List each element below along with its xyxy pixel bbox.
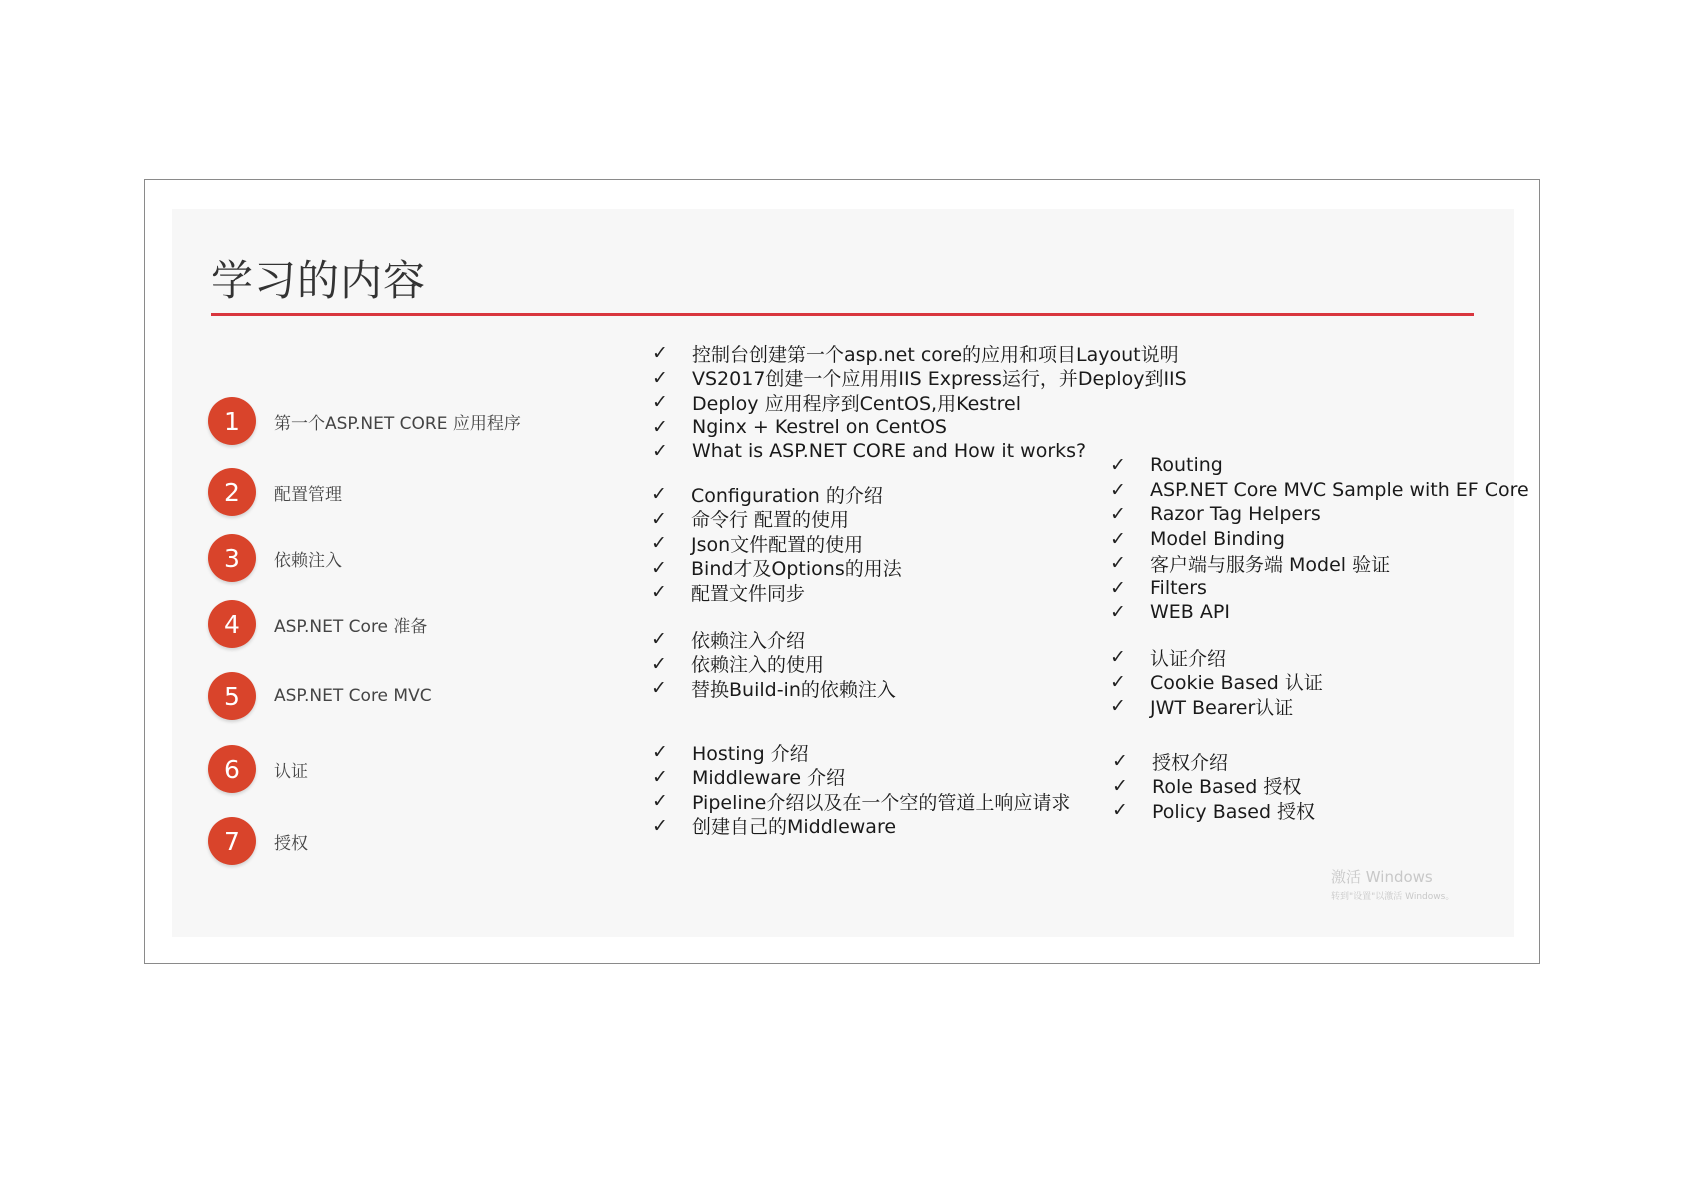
topic-text: Role Based 授权 [1152, 776, 1302, 799]
title-underline [211, 313, 1474, 316]
topic-item [652, 341, 1187, 366]
topic-item [651, 507, 902, 532]
module-label: 第一个ASP.NET CORE 应用程序 [274, 413, 521, 434]
topic-text: 创建自己的Middleware [692, 816, 897, 839]
topic-text: Json文件配置的使用 [691, 533, 864, 556]
topic-item [1110, 694, 1323, 719]
check-icon: ✓ [1110, 527, 1126, 550]
topic-text: 认证介绍 [1150, 647, 1227, 670]
module-label: ASP.NET Core MVC [274, 686, 432, 706]
topic-text: Bind才及Options的用法 [691, 558, 902, 581]
topic-item [651, 580, 902, 605]
module-label: ASP.NET Core 准备 [274, 616, 428, 637]
module-number-badge: 4 [208, 600, 256, 648]
topic-item [651, 556, 902, 581]
topic-text: Model Binding [1150, 527, 1285, 550]
check-icon: ✓ [651, 507, 667, 530]
module-number-badge: 7 [208, 817, 256, 865]
check-icon: ✓ [1110, 503, 1126, 526]
module-label: 依赖注入 [274, 550, 342, 571]
check-icon: ✓ [1110, 601, 1126, 624]
topic-group-getting-started [652, 341, 1187, 464]
check-icon: ✓ [1110, 454, 1126, 477]
topic-item [651, 627, 896, 652]
topic-item [652, 415, 1187, 440]
topic-item [1112, 749, 1315, 774]
topic-text: Filters [1150, 576, 1207, 599]
check-icon: ✓ [1110, 576, 1126, 599]
check-icon: ✓ [651, 628, 667, 651]
module-label: 认证 [274, 761, 308, 782]
check-icon: ✓ [1110, 695, 1126, 718]
topic-item [1110, 478, 1529, 503]
topic-text: 配置文件同步 [691, 582, 806, 605]
topic-text: ASP.NET Core MVC Sample with EF Core [1150, 478, 1529, 501]
check-icon: ✓ [651, 581, 667, 604]
module-number-badge: 5 [208, 672, 256, 720]
topic-text: Policy Based 授权 [1152, 800, 1316, 823]
topic-text: 替换Build-in的依赖注入 [691, 678, 896, 701]
topic-group-mvc [1110, 453, 1529, 625]
topic-text: VS2017创建一个应用用IIS Express运行，并Deploy到IIS [692, 368, 1187, 391]
check-icon: ✓ [652, 440, 668, 463]
windows-activation-watermark [1331, 866, 1454, 902]
topic-item [652, 814, 1070, 839]
topic-text: Configuration 的介绍 [691, 484, 883, 507]
module-4 [208, 600, 427, 648]
check-icon: ✓ [652, 415, 668, 438]
topic-text: Middleware 介绍 [692, 767, 846, 790]
module-6 [208, 745, 308, 793]
watermark-title: 激活 Windows [1331, 868, 1433, 886]
check-icon: ✓ [1112, 750, 1128, 773]
topic-text: What is ASP.NET CORE and How it works? [692, 440, 1087, 463]
check-icon: ✓ [1112, 799, 1128, 822]
check-icon: ✓ [1110, 552, 1126, 575]
topic-text: Deploy 应用程序到CentOS,用Kestrel [692, 392, 1021, 415]
module-label: 配置管理 [274, 484, 342, 505]
module-1 [208, 397, 521, 445]
check-icon: ✓ [652, 342, 668, 365]
check-icon: ✓ [1110, 646, 1126, 669]
module-number-badge: 6 [208, 745, 256, 793]
topic-item [1110, 453, 1529, 478]
topic-text: 依赖注入的使用 [691, 654, 825, 677]
check-icon: ✓ [1110, 670, 1126, 693]
topic-text: 控制台创建第一个asp.net core的应用和项目Layout说明 [692, 343, 1179, 366]
topic-item [652, 765, 1070, 790]
topic-text: Nginx + Kestrel on CentOS [692, 415, 947, 438]
check-icon: ✓ [651, 652, 667, 675]
module-number-badge: 2 [208, 468, 256, 516]
module-label: 授权 [274, 833, 308, 854]
topic-text: Pipeline介绍以及在一个空的管道上响应请求 [692, 791, 1071, 814]
topic-text: WEB API [1150, 601, 1230, 624]
check-icon: ✓ [652, 814, 668, 837]
topic-item [652, 439, 1187, 464]
topic-text: Routing [1150, 454, 1223, 477]
topic-item [1112, 774, 1315, 799]
topic-item [651, 676, 896, 701]
check-icon: ✓ [651, 556, 667, 579]
topic-item [651, 652, 896, 677]
topic-item [1112, 798, 1315, 823]
topic-text: 命令行 配置的使用 [691, 509, 850, 532]
check-icon: ✓ [652, 741, 668, 764]
slide-title: 学习的内容 [211, 256, 427, 305]
topic-text: 依赖注入介绍 [691, 629, 806, 652]
check-icon: ✓ [1110, 478, 1126, 501]
topic-item [1110, 600, 1529, 625]
check-icon: ✓ [1112, 774, 1128, 797]
module-7 [208, 817, 308, 865]
check-icon: ✓ [652, 366, 668, 389]
module-2 [208, 468, 342, 516]
topic-group-configuration [651, 482, 902, 605]
topic-item [1110, 670, 1323, 695]
module-number-badge: 3 [208, 534, 256, 582]
check-icon: ✓ [651, 483, 667, 506]
topic-item [1110, 502, 1529, 527]
topic-text: 客户端与服务端 Model 验证 [1150, 553, 1391, 576]
topic-item [652, 390, 1187, 415]
topic-group-authorization [1112, 749, 1315, 823]
topic-item [652, 789, 1070, 814]
check-icon: ✓ [652, 765, 668, 788]
topic-item [1110, 527, 1529, 552]
topic-item [1110, 645, 1323, 670]
watermark-subtitle: 转到"设置"以激活 Windows。 [1331, 892, 1455, 902]
topic-group-authentication [1110, 645, 1323, 719]
topic-text: Razor Tag Helpers [1150, 503, 1321, 526]
topic-text: Cookie Based 认证 [1150, 672, 1323, 695]
module-number-badge: 1 [208, 397, 256, 445]
check-icon: ✓ [651, 532, 667, 555]
topic-item [1110, 576, 1529, 601]
topic-text: 授权介绍 [1152, 751, 1229, 774]
topic-item [652, 366, 1187, 391]
topic-item [651, 482, 902, 507]
module-3 [208, 534, 342, 582]
topic-item [651, 531, 902, 556]
topic-group-preparation [652, 740, 1070, 838]
check-icon: ✓ [652, 391, 668, 414]
topic-item [652, 740, 1070, 765]
check-icon: ✓ [651, 677, 667, 700]
module-5 [208, 672, 432, 720]
topic-text: JWT Bearer认证 [1150, 696, 1294, 719]
topic-group-dependency-injection [651, 627, 896, 701]
topic-text: Hosting 介绍 [692, 742, 809, 765]
topic-item [1110, 551, 1529, 576]
check-icon: ✓ [652, 790, 668, 813]
